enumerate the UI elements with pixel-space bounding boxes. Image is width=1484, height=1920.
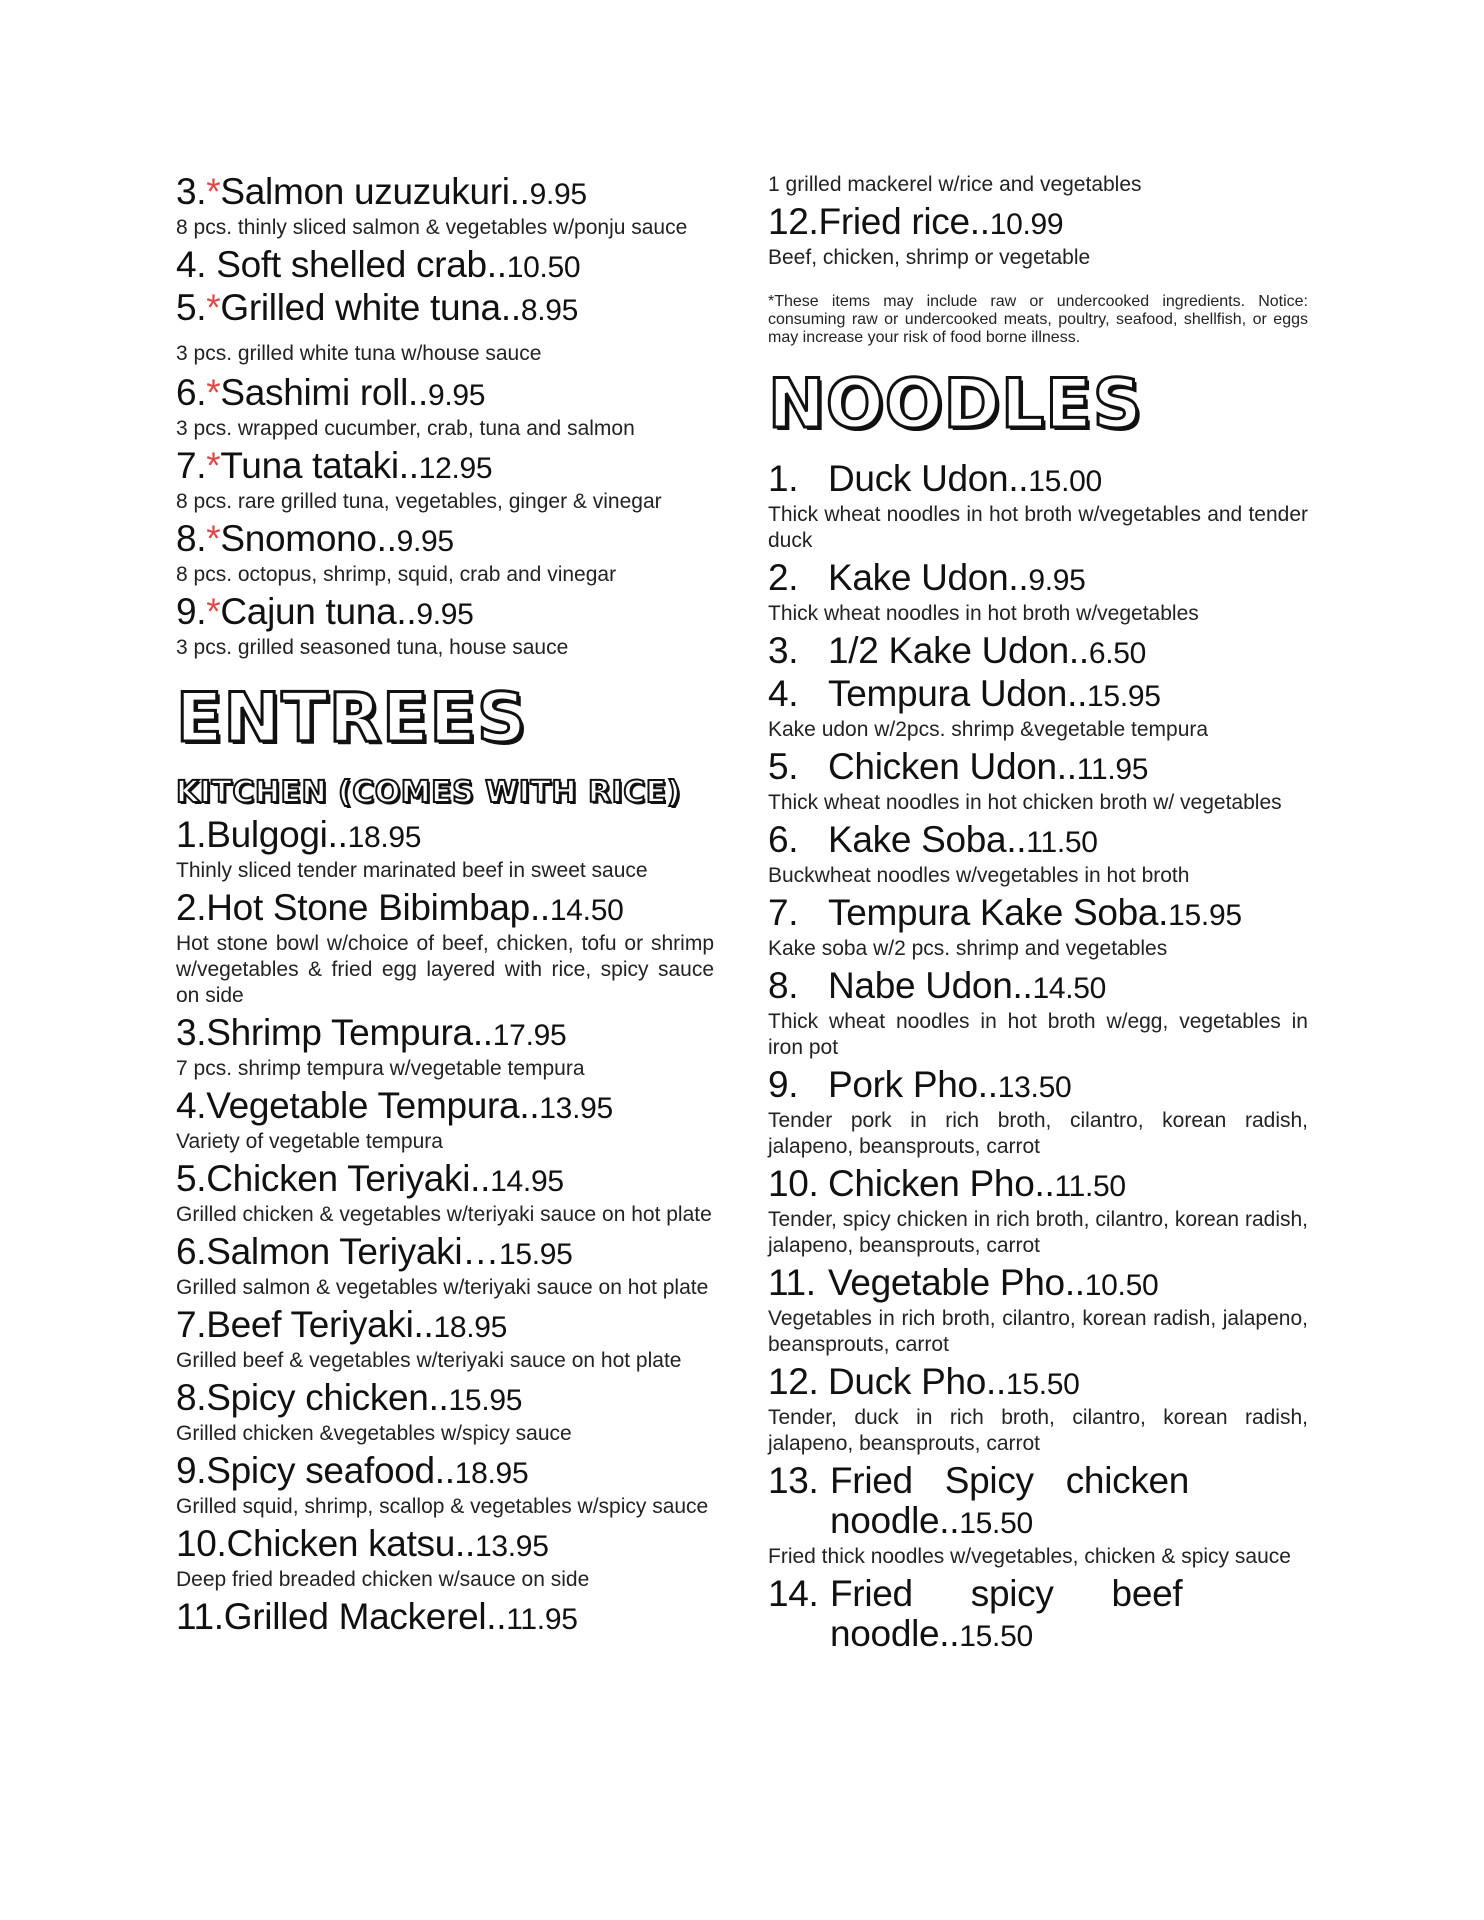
menu-item	[768, 747, 1308, 816]
item-price: 10.50	[506, 251, 581, 284]
item-number: 9.	[176, 591, 207, 632]
item-number: 4.	[176, 1085, 207, 1126]
item-description: Grilled chicken &vegetables w/spicy sauce	[176, 1422, 572, 1445]
menu-item	[768, 966, 1308, 1061]
item-description: Thick wheat noodles in hot broth w/vegetables and tender duck	[768, 503, 1308, 552]
menu-item	[176, 1451, 714, 1520]
item-name: Kake Soba..	[828, 819, 1027, 860]
menu-item	[768, 893, 1308, 962]
raw-warning-star: *	[206, 171, 221, 212]
item-name: Chicken Udon..	[828, 746, 1077, 787]
item-name: Duck Pho..	[828, 1361, 1006, 1402]
item-price: 9.95	[416, 598, 474, 631]
item-name: Snomono..	[220, 518, 397, 559]
item-price: 18.95	[347, 821, 422, 854]
item-price: 6.50	[1088, 637, 1147, 670]
item-price: 9.95	[529, 178, 587, 211]
item-description: Fried thick noodles w/vegetables, chicken & spicy sauce	[768, 1545, 1291, 1568]
item-number: 1.	[768, 458, 799, 499]
menu-item	[176, 1597, 714, 1640]
item-price: 13.50	[997, 1071, 1072, 1104]
item-name: Fried rice..	[818, 201, 990, 242]
item-price: 9.95	[427, 379, 486, 412]
item-number: 7.	[768, 892, 799, 933]
menu-item	[176, 446, 714, 515]
menu-item	[176, 1524, 714, 1593]
item-name: Kake Udon..	[828, 557, 1029, 598]
item-number: 9.	[768, 1064, 799, 1105]
item-price: 15.50	[959, 1507, 1033, 1540]
item-number: 1.	[176, 814, 207, 855]
item-description: Tender, spicy chicken in rich broth, cilantro, korean radish, jalapeno, beansprouts, carrot	[768, 1208, 1308, 1257]
item-price: 15.95	[448, 1384, 523, 1417]
raw-food-notice: *These items may include raw or undercooked ingredients. Notice: consuming raw or undercooked meats, poultry, seafood, shellfish, or eggs may increase your risk of food borne illness.	[768, 293, 1308, 346]
menu-item	[176, 1378, 714, 1447]
item-description: 3 pcs. wrapped cucumber, crab, tuna and salmon	[176, 417, 635, 440]
item-number: 8.	[768, 965, 799, 1006]
item-name: Tuna tataki..	[220, 445, 419, 486]
menu-item	[176, 172, 714, 241]
item-name: Cajun tuna..	[220, 591, 417, 632]
menu-item	[176, 1013, 714, 1082]
menu-item	[176, 888, 714, 1009]
item-number: 11.	[768, 1262, 816, 1303]
item-price: 11.50	[1026, 826, 1098, 859]
item-description: Grilled squid, shrimp, scallop & vegetables w/spicy sauce	[176, 1495, 709, 1518]
item-description: Thick wheat noodles in hot broth w/vegetables	[768, 602, 1199, 625]
item-description: 1 grilled mackerel w/rice and vegetables	[768, 173, 1142, 196]
menu-item	[768, 1065, 1308, 1160]
menu-item	[176, 288, 714, 367]
item-number: 5.	[176, 1158, 207, 1199]
item-number: 12.	[768, 201, 819, 242]
item-name: Vegetable Pho..	[828, 1262, 1085, 1303]
raw-warning-star: *	[206, 591, 221, 632]
item-number: 6.	[176, 372, 207, 413]
item-name: Spicy chicken..	[206, 1377, 449, 1418]
item-price: 8.95	[520, 294, 579, 327]
raw-warning-star: *	[206, 372, 221, 413]
item-description: Kake udon w/2pcs. shrimp &vegetable tempura	[768, 718, 1209, 741]
menu-item	[176, 1086, 714, 1155]
menu-item	[768, 558, 1308, 627]
raw-warning-star: *	[206, 518, 221, 559]
menu-item	[768, 202, 1308, 271]
item-number: 3.	[176, 171, 207, 212]
item-description: Variety of vegetable tempura	[176, 1130, 443, 1153]
item-description: Vegetables in rich broth, cilantro, korean radish, jalapeno, beansprouts, carrot	[768, 1307, 1308, 1356]
item-number: 8.	[176, 1377, 207, 1418]
item-price: 15.95	[498, 1238, 573, 1271]
item-name: Chicken Pho..	[828, 1163, 1055, 1204]
item-name: Grilled white tuna..	[220, 287, 521, 328]
menu-item	[768, 1362, 1308, 1457]
item-number: 9.	[176, 1450, 207, 1491]
item-price: 15.50	[1005, 1368, 1080, 1401]
item-description: 7 pcs. shrimp tempura w/vegetable tempura	[176, 1057, 585, 1080]
item-price: 15.95	[1087, 680, 1161, 713]
item-number: 3.	[176, 1012, 207, 1053]
menu-item	[176, 815, 714, 884]
item-price: 11.95	[1076, 753, 1149, 786]
item-name: Fried Spicy chicken noodle..	[830, 1460, 1190, 1541]
item-price: 10.50	[1084, 1269, 1159, 1302]
item-description: Grilled chicken & vegetables w/teriyaki sauce on hot plate	[176, 1203, 712, 1226]
item-price: 11.95	[506, 1603, 578, 1636]
item-name: Sashimi roll..	[220, 372, 428, 413]
menu-item	[176, 373, 714, 442]
item-number: 10.	[768, 1163, 819, 1204]
item-number: 3.	[768, 630, 799, 671]
item-description: 3 pcs. grilled seasoned tuna, house sauce	[176, 636, 569, 659]
raw-warning-star: *	[206, 287, 221, 328]
menu-item	[176, 592, 714, 661]
menu-item	[768, 1461, 1308, 1570]
item-name: Salmon uzuzukuri..	[220, 171, 530, 212]
menu-item	[768, 1574, 1308, 1657]
item-description: Tender, duck in rich broth, cilantro, korean radish, jalapeno, beansprouts, carrot	[768, 1406, 1308, 1455]
item-description: Thick wheat noodles in hot chicken broth w/ vegetables	[768, 791, 1282, 814]
item-name: Nabe Udon..	[828, 965, 1033, 1006]
item-price: 15.95	[1168, 899, 1242, 932]
item-name: Fried spicy beef noodle..	[830, 1573, 1183, 1654]
item-number: 2.	[176, 887, 207, 928]
menu-item	[176, 1305, 714, 1374]
item-name: Hot Stone Bibimbap..	[206, 887, 550, 928]
item-price: 14.50	[549, 894, 624, 927]
menu-item	[768, 1164, 1308, 1259]
item-price: 18.95	[454, 1457, 529, 1490]
item-price: 12.95	[418, 452, 493, 485]
item-description: 8 pcs. thinly sliced salmon & vegetables w/ponju sauce	[176, 216, 688, 239]
entrees-heading: ENTREES	[176, 679, 527, 758]
item-name: Grilled Mackerel..	[223, 1596, 507, 1637]
item-price: 10.99	[989, 208, 1064, 241]
item-number: 7.	[176, 1304, 207, 1345]
item-number: 2.	[768, 557, 799, 598]
item-price: 15.00	[1028, 465, 1102, 498]
item-price: 15.50	[959, 1620, 1033, 1653]
item-name: Beef Teriyaki..	[206, 1304, 434, 1345]
item-price: 17.95	[492, 1019, 567, 1052]
item-price: 13.95	[539, 1092, 613, 1125]
menu-item	[768, 820, 1308, 889]
item-price: 14.95	[490, 1165, 564, 1198]
item-name: Spicy seafood..	[206, 1450, 455, 1491]
menu-item	[768, 1263, 1308, 1358]
left-column	[176, 172, 714, 1640]
item-price: 9.95	[396, 525, 454, 558]
item-name: Soft shelled crab..	[216, 244, 507, 285]
item-name: Chicken Teriyaki..	[206, 1158, 491, 1199]
kitchen-subheading: KITCHEN (COMES WITH RICE)	[176, 775, 681, 810]
item-price: 18.95	[433, 1311, 508, 1344]
menu-item	[176, 1232, 714, 1301]
item-number: 12.	[768, 1361, 819, 1402]
item-number: 6.	[176, 1231, 207, 1272]
item-price: 14.50	[1032, 972, 1107, 1005]
raw-warning-star: *	[206, 445, 221, 486]
item-name: Tempura Udon..	[828, 673, 1088, 714]
right-column	[768, 172, 1308, 1657]
item-number: 8.	[176, 518, 207, 559]
item-number: 4.	[176, 244, 217, 285]
item-description: Deep fried breaded chicken w/sauce on side	[176, 1568, 590, 1591]
item-description: Kake soba w/2 pcs. shrimp and vegetables	[768, 937, 1168, 960]
item-description: Buckwheat noodles w/vegetables in hot broth	[768, 864, 1190, 887]
item-description: Tender pork in rich broth, cilantro, korean radish, jalapeno, beansprouts, carrot	[768, 1109, 1308, 1158]
item-number: 13.	[768, 1460, 819, 1501]
item-name: Tempura Kake Soba.	[828, 892, 1169, 933]
menu-item	[176, 519, 714, 588]
item-number: 5.	[176, 287, 207, 328]
item-number: 6.	[768, 819, 799, 860]
menu-item	[176, 1159, 714, 1228]
item-description: Thinly sliced tender marinated beef in sweet sauce	[176, 859, 648, 882]
item-number: 14.	[768, 1573, 819, 1614]
item-price: 13.95	[475, 1530, 549, 1563]
item-name: Shrimp Tempura..	[206, 1012, 493, 1053]
item-description: Grilled salmon & vegetables w/teriyaki sauce on hot plate	[176, 1276, 709, 1299]
item-name: Chicken katsu..	[226, 1523, 475, 1564]
noodles-heading: NOODLES	[768, 365, 1143, 444]
item-description: Beef, chicken, shrimp or vegetable	[768, 246, 1091, 269]
item-description: 3 pcs. grilled white tuna w/house sauce	[176, 342, 542, 365]
item-description: 8 pcs. rare grilled tuna, vegetables, ginger & vinegar	[176, 490, 662, 513]
item-description: Grilled beef & vegetables w/teriyaki sauce on hot plate	[176, 1349, 682, 1372]
menu-item	[768, 674, 1308, 743]
item-description: Hot stone bowl w/choice of beef, chicken, tofu or shrimp w/vegetables & fried egg layered with rice, spicy sauce on side	[176, 932, 714, 1007]
item-name: Salmon Teriyaki…	[206, 1231, 499, 1272]
item-name: Duck Udon..	[828, 458, 1029, 499]
item-price: 11.50	[1054, 1170, 1126, 1203]
item-name: Pork Pho..	[828, 1064, 998, 1105]
item-description: Thick wheat noodles in hot broth w/egg, vegetables in iron pot	[768, 1010, 1308, 1059]
item-number: 10.	[176, 1523, 227, 1564]
item-number: 11.	[176, 1596, 224, 1637]
menu-item	[768, 459, 1308, 554]
item-description: 8 pcs. octopus, shrimp, squid, crab and vinegar	[176, 563, 617, 586]
item-price: 9.95	[1028, 564, 1086, 597]
item-name: Vegetable Tempura..	[206, 1085, 540, 1126]
item-number: 4.	[768, 673, 799, 714]
item-number: 5.	[768, 746, 799, 787]
item-number: 7.	[176, 445, 207, 486]
menu-item	[768, 631, 1308, 674]
item-name: 1/2 Kake Udon..	[828, 630, 1089, 671]
menu-item	[176, 245, 714, 288]
item-name: Bulgogi..	[206, 814, 348, 855]
